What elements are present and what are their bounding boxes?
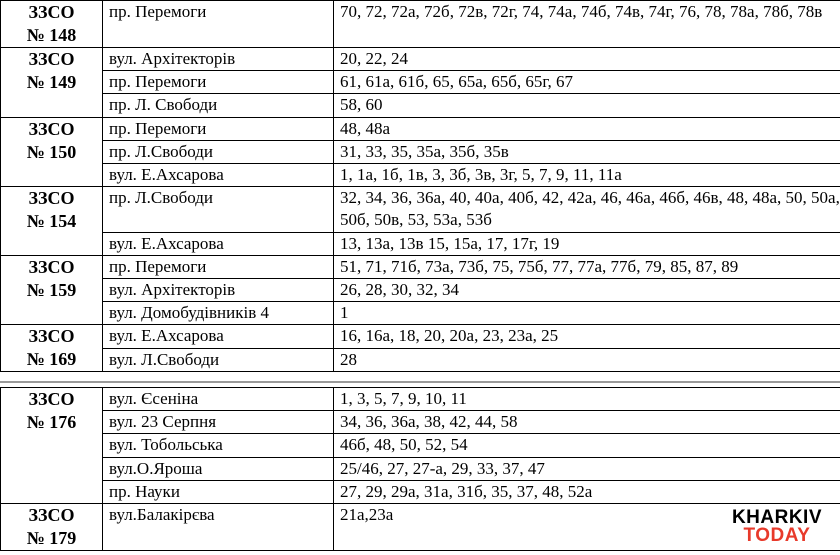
street-cell: вул. Е.Ахсарова — [103, 325, 334, 349]
table-row — [1, 187, 840, 232]
street-cell: вул.О.Яроша — [103, 457, 334, 480]
street-cell: вул. Архітекторів — [103, 279, 334, 302]
school-type: ЗЗСО — [28, 49, 75, 69]
houses-cell: 28 — [334, 348, 840, 372]
school-cell — [1, 255, 103, 325]
schools-table-bottom — [0, 387, 840, 551]
school-type: ЗЗСО — [28, 256, 75, 277]
table-row — [1, 94, 840, 117]
school-cell — [1, 325, 103, 372]
page-break-line — [0, 381, 840, 383]
houses-cell: 1, 1а, 1б, 1в, 3, 3б, 3в, 3г, 5, 7, 9, 11, 11а — [334, 164, 840, 187]
street-cell: пр. Л. Свободи — [103, 94, 334, 117]
school-number: № 154 — [26, 211, 77, 232]
school-type: ЗЗСО — [28, 118, 75, 139]
school-number: № 179 — [26, 528, 77, 549]
logo-line1: KHARKIV — [731, 507, 822, 528]
houses-cell: 1, 3, 5, 7, 9, 10, 11 — [334, 388, 840, 411]
houses-cell: 26, 28, 30, 32, 34 — [334, 279, 840, 302]
houses-cell: 51, 71, 71б, 73а, 73б, 75, 75б, 77, 77а, 77б, 79, 85, 87, 89 — [334, 255, 840, 278]
houses-cell: 25/46, 27, 27-а, 29, 33, 37, 47 — [334, 457, 840, 480]
houses-cell: 61, 61а, 61б, 65, 65а, 65б, 65г, 67 — [334, 71, 840, 94]
houses-cell: 27, 29, 29а, 31а, 31б, 35, 37, 48, 52а — [334, 480, 840, 503]
table-row — [1, 140, 840, 163]
street-cell: пр. Науки — [103, 480, 334, 503]
school-cell — [1, 1, 103, 48]
houses-cell: 31, 33, 35, 35а, 35б, 35в — [334, 140, 840, 163]
table-row — [1, 117, 840, 140]
houses-cell: 34, 36, 36а, 38, 42, 44, 58 — [334, 411, 840, 434]
street-cell: пр. Перемоги — [103, 117, 334, 140]
school-number: № 169 — [26, 349, 77, 370]
school-cell — [1, 388, 103, 504]
table-row — [1, 388, 840, 411]
school-number: № 150 — [26, 141, 77, 162]
school-type: ЗЗСО — [28, 389, 75, 409]
houses-cell: 1 — [334, 302, 840, 325]
table-row — [1, 255, 840, 278]
school-number: № 176 — [26, 412, 77, 432]
street-cell: пр. Перемоги — [103, 71, 334, 94]
houses-cell: 46б, 48, 50, 52, 54 — [334, 434, 840, 457]
table-row — [1, 325, 840, 349]
street-cell: пр. Перемоги — [103, 1, 334, 48]
table-row — [1, 457, 840, 480]
houses-cell: 32, 34, 36, 36а, 40, 40а, 40б, 42, 42а, 46, 46а, 46б, 46в, 48, 48а, 50, 50а, 50б, 50в, 53, 53а, 53б — [334, 187, 840, 232]
houses-cell: 48, 48а — [334, 117, 840, 140]
table-row — [1, 302, 840, 325]
table-row — [1, 48, 840, 71]
school-type: ЗЗСО — [28, 505, 75, 526]
houses-cell: 20, 22, 24 — [334, 48, 840, 71]
table-row — [1, 411, 840, 434]
houses-cell: 16, 16а, 18, 20, 20а, 23, 23а, 25 — [334, 325, 840, 349]
logo-line2: TODAY — [743, 525, 811, 546]
school-cell — [1, 504, 103, 551]
school-type: ЗЗСО — [28, 188, 75, 209]
school-number: № 148 — [26, 25, 77, 45]
kharkiv-today-logo — [732, 509, 822, 545]
table-row — [1, 504, 840, 551]
street-cell: вул. Архітекторів — [103, 48, 334, 71]
street-cell: вул. Е.Ахсарова — [103, 232, 334, 255]
street-cell: вул. Е.Ахсарова — [103, 164, 334, 187]
table-row — [1, 348, 840, 372]
table-row — [1, 232, 840, 255]
street-cell: вул.Балакірєва — [103, 504, 334, 551]
school-cell — [1, 117, 103, 187]
table-row — [1, 164, 840, 187]
school-cell — [1, 48, 103, 118]
street-cell: пр. Л.Свободи — [103, 140, 334, 163]
school-type: ЗЗСО — [28, 2, 75, 22]
street-cell: вул. Тобольська — [103, 434, 334, 457]
table-row — [1, 1, 840, 48]
school-type: ЗЗСО — [28, 326, 75, 347]
table-row — [1, 434, 840, 457]
street-cell: вул. Домобудівників 4 — [103, 302, 334, 325]
houses-cell: 58, 60 — [334, 94, 840, 117]
table-row — [1, 480, 840, 503]
houses-cell: 70, 72, 72а, 72б, 72в, 72г, 74, 74а, 74б, 74в, 74г, 76, 78, 78а, 78б, 78в — [334, 1, 840, 48]
street-cell: пр. Л.Свободи — [103, 187, 334, 232]
houses-cell: 21а,23а — [334, 504, 840, 551]
table-row — [1, 71, 840, 94]
street-cell: вул. 23 Серпня — [103, 411, 334, 434]
street-cell: вул. Л.Свободи — [103, 348, 334, 372]
school-number: № 159 — [26, 279, 77, 300]
page-break — [0, 373, 840, 386]
school-number: № 149 — [26, 72, 77, 92]
houses-cell: 13, 13а, 13в 15, 15а, 17, 17г, 19 — [334, 232, 840, 255]
school-cell — [1, 187, 103, 256]
street-cell: вул. Єсеніна — [103, 388, 334, 411]
street-cell: пр. Перемоги — [103, 255, 334, 278]
table-row — [1, 279, 840, 302]
